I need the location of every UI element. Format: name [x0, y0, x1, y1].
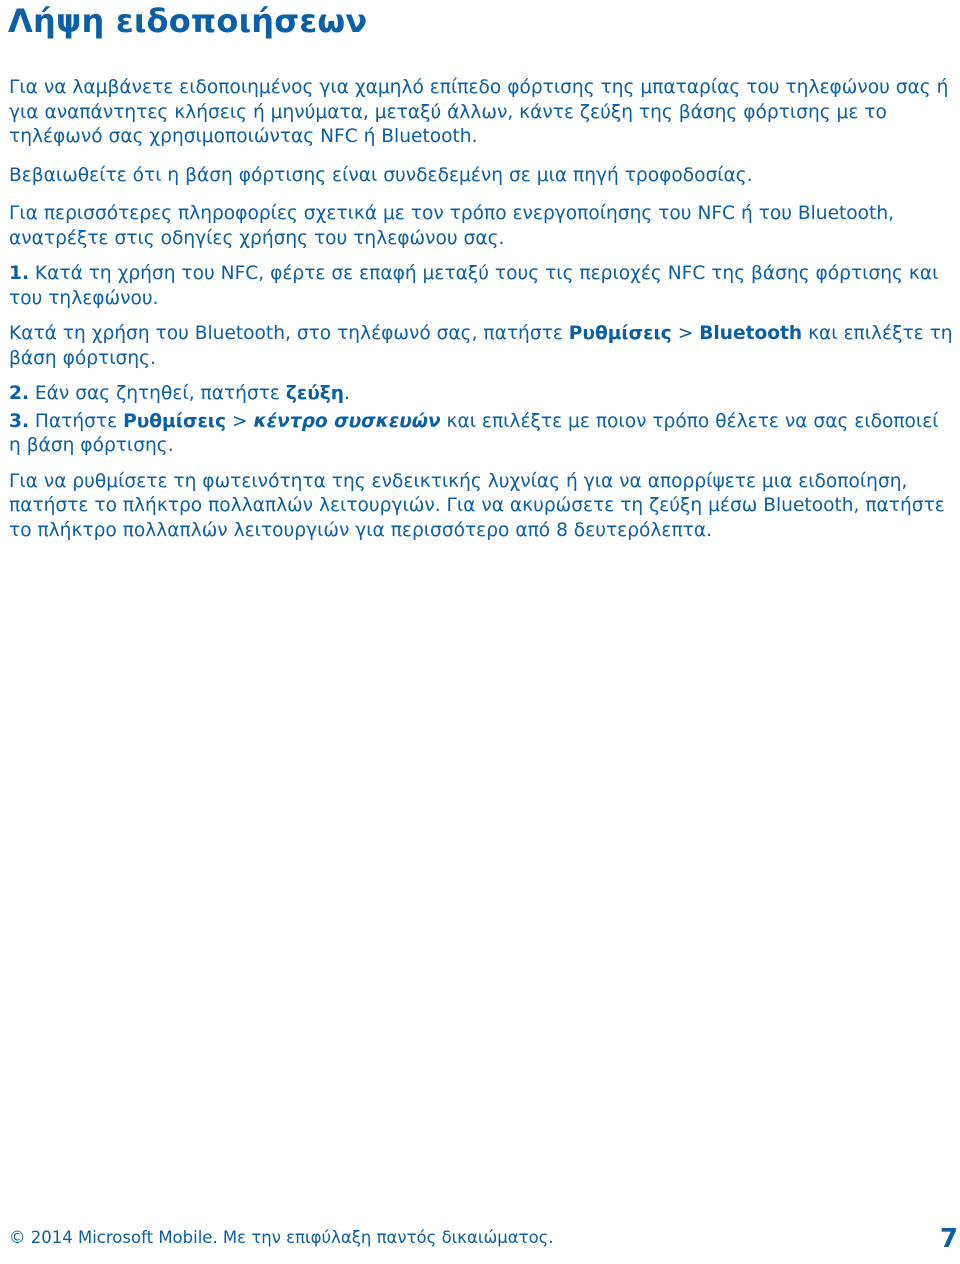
intro-paragraph: Για να λαμβάνετε ειδοποιημένος για χαμηλό επίπεδο φόρτισης της μπαταρίας του τηλεφώνου σας ή για αναπάντητες κλήσεις ή μηνύματα, μεταξύ άλλων, κάντε ζεύξη της βάσης φόρτισης με το τηλέφωνό σας χρησιμοποιώντας NFC ή Bluetooth.: [9, 77, 949, 147]
step-2-text: Εάν σας ζητηθεί, πατήστε: [29, 383, 286, 404]
path-separator: >: [671, 323, 700, 344]
step-3-settings-term: Ρυθμίσεις: [123, 410, 227, 432]
step-3-text: Πατήστε: [29, 410, 124, 432]
document-body: [9, 76, 954, 543]
pair-term: ζεύξη: [285, 383, 345, 404]
more-info-paragraph: Για περισσότερες πληροφορίες σχετικά με τον τρόπο ενεργοποίησης του NFC ή του Bluetooth, ανατρέξτε στις οδηγίες χρήσης του τηλεφώνου σας.: [9, 203, 895, 249]
bluetooth-text-end: και επιλέξτε τη βάση φόρτισης.: [9, 323, 953, 369]
step-3-end: και επιλέξτε με ποιον τρόπο θέλετε να σας ειδοποιεί η βάση φόρτισης.: [9, 410, 939, 456]
step-3-number: 3.: [9, 410, 30, 432]
step-1: [9, 262, 954, 311]
bluetooth-term: Bluetooth: [699, 323, 803, 344]
bluetooth-text-start: Κατά τη χρήση του Bluetooth, στο τηλέφωνό σας, πατήστε: [9, 323, 569, 344]
step-1-number: 1.: [9, 263, 30, 284]
page-number: 7: [939, 1224, 958, 1254]
step-2-end: .: [344, 383, 350, 404]
step-1-text: Κατά τη χρήση του NFC, φέρτε σε επαφή μεταξύ τους τις περιοχές NFC της βάσης φόρτισης και του τηλεφώνου.: [9, 263, 939, 309]
device-center-term: κέντρο συσκευών: [253, 410, 441, 432]
step-3-separator: >: [226, 410, 254, 432]
page-title: Λήψη ειδοποιήσεων: [8, 2, 368, 40]
brightness-paragraph: Για να ρυθμίσετε τη φωτεινότητα της ενδεικτικής λυχνίας ή για να απορρίψετε μια ειδοποίηση, πατήστε το πλήκτρο πολλαπλών λειτουργιών. Για να ακυρώσετε τη ζεύξη μέσω Bluetooth, πατήστε το πλήκτρο πολλαπλών λειτουργιών για περισσότερο από 8 δευτερόλεπτα.: [9, 470, 945, 541]
step-2-number: 2.: [9, 383, 30, 404]
step-3: [9, 410, 954, 459]
copyright-footer: © 2014 Microsoft Mobile. Με την επιφύλαξη παντός δικαιώματος.: [9, 1228, 554, 1247]
settings-term: Ρυθμίσεις: [568, 323, 672, 344]
step-2: [9, 382, 954, 407]
power-paragraph: Βεβαιωθείτε ότι η βάση φόρτισης είναι συνδεδεμένη σε μια πηγή τροφοδοσίας.: [9, 164, 753, 186]
bluetooth-paragraph: [9, 322, 954, 371]
